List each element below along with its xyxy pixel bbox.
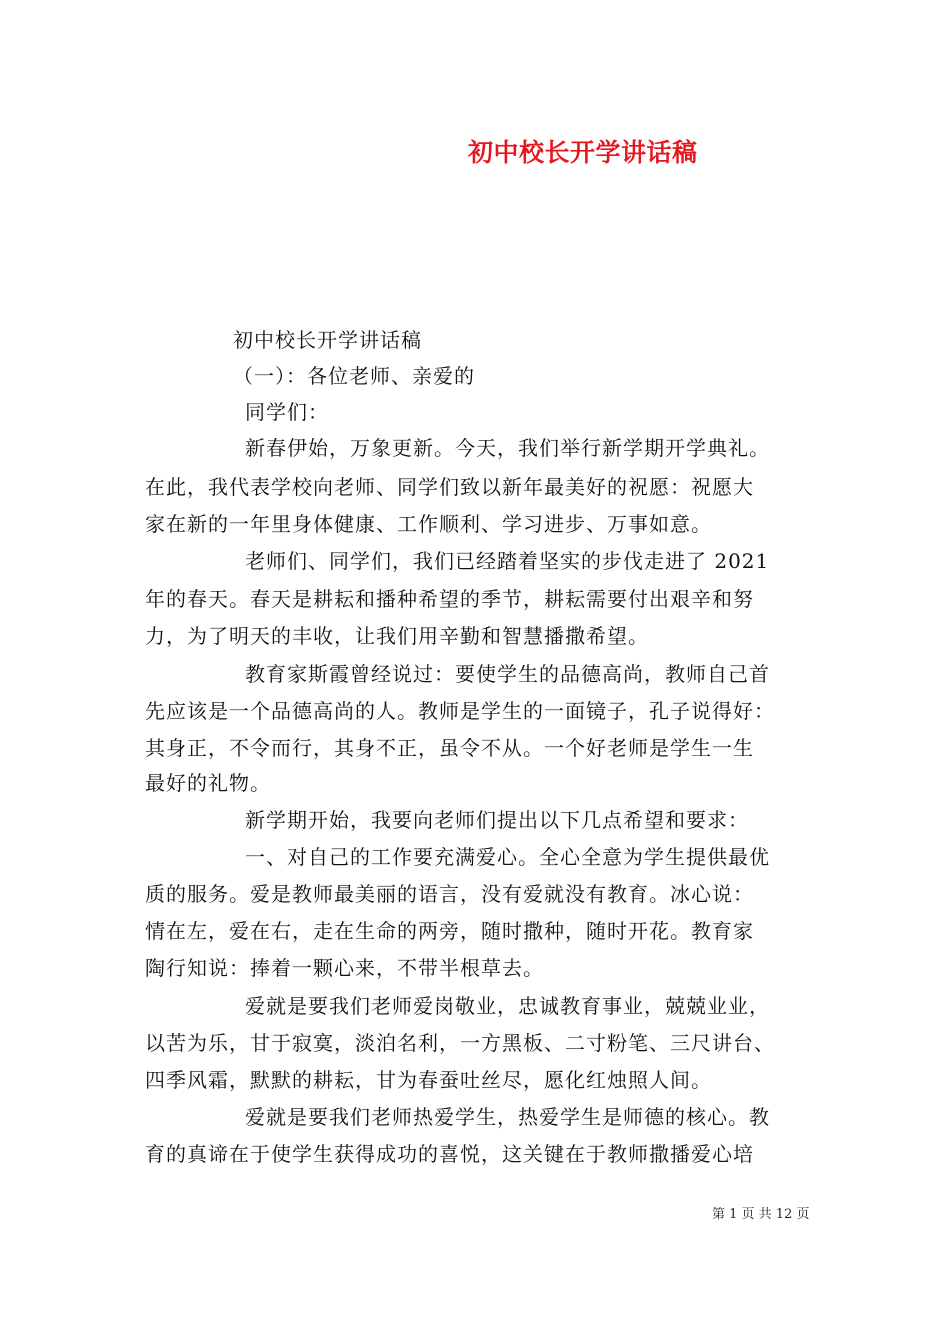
text-line: 在此，我代表学校向老师、同学们致以新年最美好的祝愿：祝愿大 <box>145 475 754 499</box>
text-line: 爱就是要我们老师热爱学生，热爱学生是师德的核心。教 <box>245 1105 770 1129</box>
page-number-footer: 第 1 页 共 12 页 <box>712 1207 810 1222</box>
text-line: 爱就是要我们老师爱岗敬业，忠诚教育事业，兢兢业业， <box>245 994 770 1018</box>
document-title: 初中校长开学讲话稿 <box>468 138 698 167</box>
text-line: 质的服务。爱是教师最美丽的语言，没有爱就没有教育。冰心说： <box>145 882 754 906</box>
text-line: 新学期开始，我要向老师们提出以下几点希望和要求： <box>245 808 749 832</box>
text-line: 老师们、同学们，我们已经踏着坚实的步伐走进了 2021 <box>245 549 770 573</box>
text-line: 新春伊始，万象更新。今天，我们举行新学期开学典礼。 <box>245 436 770 460</box>
text-line: 陶行知说：捧着一颗心来，不带半根草去。 <box>145 956 544 980</box>
text-line: 其身正，不令而行，其身不正，虽令不从。一个好老师是学生一生 <box>145 736 754 760</box>
text-line: 年的春天。春天是耕耘和播种希望的季节，耕耘需要付出艰辛和努 <box>145 587 754 611</box>
text-line: 教育家斯霞曾经说过：要使学生的品德高尚，教师自己首 <box>245 662 770 686</box>
text-line: 力，为了明天的丰收，让我们用辛勤和智慧播撒希望。 <box>145 624 649 648</box>
text-line: 一、对自己的工作要充满爱心。全心全意为学生提供最优 <box>245 845 770 869</box>
text-line: 育的真谛在于使学生获得成功的喜悦，这关键在于教师撒播爱心培 <box>145 1142 754 1166</box>
text-line: （一）：各位老师、亲爱的 <box>233 364 475 388</box>
text-line: 初中校长开学讲话稿 <box>233 328 422 352</box>
text-line: 最好的礼物。 <box>145 771 271 795</box>
text-line: 情在左，爱在右，走在生命的两旁，随时撒种，随时开花。教育家 <box>145 919 754 943</box>
text-line: 先应该是一个品德高尚的人。教师是学生的一面镜子，孔子说得好： <box>145 699 775 723</box>
text-line: 四季风霜，默默的耕耘，甘为春蚕吐丝尽，愿化红烛照人间。 <box>145 1068 712 1092</box>
text-line: 以苦为乐，甘于寂寞，淡泊名利，一方黑板、二寸粉笔、三尺讲台、 <box>145 1031 775 1055</box>
text-line: 同学们： <box>245 400 329 424</box>
text-line: 家在新的一年里身体健康、工作顺利、学习进步、万事如意。 <box>145 512 712 536</box>
